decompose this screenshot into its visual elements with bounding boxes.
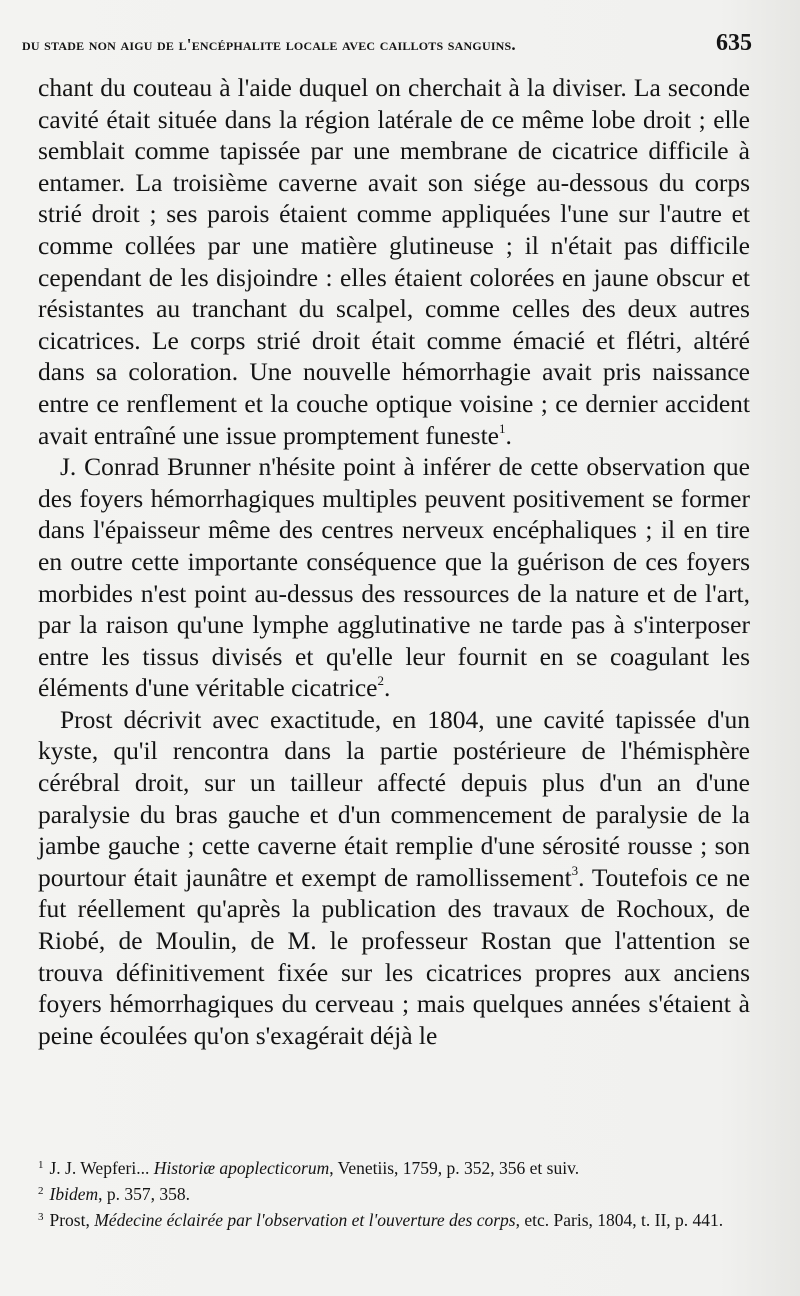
footnote-title: Médecine éclairée par l'observation et l'ouverture des corps bbox=[94, 1210, 516, 1230]
paragraph-text: Prost décrivit avec exactitude, en 1804, une cavité tapissée d'un kyste, qu'il rencontra dans la partie postérieure de l'hémisphère cérébral droit, sur un tailleur affecté depuis plus d'un an d'une paralysie du bras gauche et d'un commencement de paralysie de la jambe gauche ; cette caverne était remplie d'une sérosité rousse ; son pourtour était jaunâtre et exempt de ramollissement bbox=[38, 704, 750, 892]
footnote-ref: 1 bbox=[498, 420, 506, 436]
paragraph bbox=[38, 704, 750, 1052]
paragraph-tail: . Toutefois ce ne fut réellement qu'après la publication des travaux de Rochoux, de Riobé, de Moulin, de M. le professeur Rostan que l'attention se trouva définitivement fixée sur les cicatrices propres aux anciens foyers hémorrhagiques du cerveau ; mais quelques années s'étaient à peine écoulées qu'on s'exagérait déjà le bbox=[38, 862, 750, 1050]
footnote-pre: Prost, bbox=[49, 1210, 95, 1230]
paragraph-tail: . bbox=[505, 420, 512, 450]
footnote-title: Historiæ apoplecticorum bbox=[153, 1158, 330, 1178]
footnote-title: Ibidem bbox=[49, 1184, 99, 1204]
paragraph-tail: . bbox=[383, 673, 391, 703]
footnote bbox=[38, 1154, 768, 1180]
footnotes bbox=[38, 1154, 768, 1232]
footnote bbox=[38, 1180, 768, 1206]
paragraph-text: J. Conrad Brunner n'hésite point à inférer de cette observation que des foyers hémorrhagiques multiples peuvent positivement se former dans l'épaisseur même des centres nerveux encéphaliques ; il en tire en outre cette importante conséquence que la guérison de ces foyers morbides n'est point au-dessus des ressources de la nature et de l'art, par la raison qu'une lymphe agglutinative ne tarde pas à s'interposer entre les tissus divisés et qu'elle leur fournit en se coagulant les éléments d'une véritable cicatrice bbox=[38, 452, 750, 703]
footnote-ref: 3 bbox=[571, 862, 579, 878]
paragraph-text: chant du couteau à l'aide duquel on cherchait à la diviser. La seconde cavité était située dans la région latérale de ce même lobe droit ; elle semblait comme tapissée par une membrane de cicatrice difficile à entamer. La troisième caverne avait son siége au-dessous du corps strié droit ; ses parois étaient comme appliquées l'une sur l'autre et comme collées par une matière glutineuse ; il n'était pas difficile cependant de les disjoindre : elles étaient colorées en jaune obscur et résistantes au tranchant du scalpel, comme celles des deux autres cicatrices. Le corps strié droit était comme émacié et flétri, altéré dans sa coloration. Une nouvelle hémorrhagie avait pris naissance entre ce renflement et la couche optique voisine ; ce dernier accident avait entraîné une issue promptement funeste bbox=[38, 73, 750, 450]
footnote-post: , Venetiis, 1759, p. 352, 356 et suiv. bbox=[329, 1158, 580, 1178]
paragraph bbox=[38, 451, 750, 704]
running-head bbox=[22, 30, 752, 70]
page-number: 635 bbox=[716, 30, 752, 56]
footnote-number: 3 bbox=[38, 1211, 44, 1223]
body-text bbox=[38, 72, 750, 1051]
footnote-number: 1 bbox=[38, 1159, 44, 1171]
footnote-ref: 2 bbox=[377, 673, 384, 689]
footnote bbox=[38, 1206, 768, 1232]
footnote-post: , etc. Paris, 1804, t. II, p. 441. bbox=[515, 1210, 724, 1230]
footnote-post: , p. 357, 358. bbox=[98, 1184, 190, 1204]
running-title: du stade non aigu de l'encéphalite locale avec caillots sanguins. bbox=[22, 35, 516, 54]
footnote-number: 2 bbox=[38, 1185, 44, 1197]
paragraph bbox=[38, 72, 750, 451]
footnote-pre: J. J. Wepferi... bbox=[49, 1158, 154, 1178]
